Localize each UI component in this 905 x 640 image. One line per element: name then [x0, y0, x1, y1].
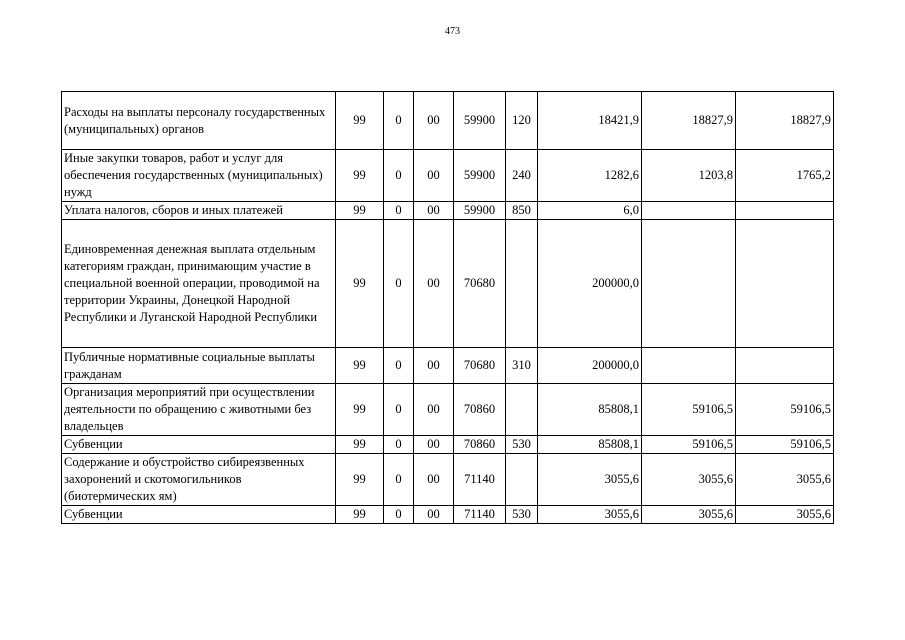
amount-cell: 3055,6 [642, 506, 736, 524]
expense-name-cell: Публичные нормативные социальные выплаты гражданам [62, 348, 336, 384]
code-cell: 99 [336, 220, 384, 348]
code-cell: 99 [336, 202, 384, 220]
expense-type-cell [506, 220, 538, 348]
expense-name-cell: Иные закупки товаров, работ и услуг для обеспечения государственных (муниципальных) нужд [62, 150, 336, 202]
amount-cell [736, 348, 834, 384]
amount-cell: 59106,5 [736, 384, 834, 436]
expense-type-cell: 240 [506, 150, 538, 202]
code-cell: 99 [336, 454, 384, 506]
table-row [62, 150, 834, 202]
code-cell: 99 [336, 384, 384, 436]
code-cell: 0 [384, 436, 414, 454]
code-cell: 00 [414, 384, 454, 436]
code-cell: 70860 [454, 436, 506, 454]
expense-name-cell: Расходы на выплаты персоналу государственных (муниципальных) органов [62, 92, 336, 150]
table-row [62, 92, 834, 150]
amount-cell: 1203,8 [642, 150, 736, 202]
amount-cell [642, 220, 736, 348]
amount-cell: 3055,6 [736, 506, 834, 524]
code-cell: 99 [336, 92, 384, 150]
expense-name-cell: Субвенции [62, 506, 336, 524]
code-cell: 70860 [454, 384, 506, 436]
expense-type-cell: 120 [506, 92, 538, 150]
table-row [62, 506, 834, 524]
amount-cell [736, 220, 834, 348]
code-cell: 0 [384, 384, 414, 436]
amount-cell: 18827,9 [642, 92, 736, 150]
code-cell: 0 [384, 454, 414, 506]
code-cell: 71140 [454, 506, 506, 524]
expense-type-cell: 310 [506, 348, 538, 384]
amount-cell: 3055,6 [538, 454, 642, 506]
amount-cell: 200000,0 [538, 220, 642, 348]
budget-table [61, 91, 834, 524]
code-cell: 70680 [454, 220, 506, 348]
code-cell: 0 [384, 348, 414, 384]
code-cell: 0 [384, 92, 414, 150]
table-row [62, 384, 834, 436]
code-cell: 99 [336, 436, 384, 454]
table-row [62, 202, 834, 220]
code-cell: 99 [336, 506, 384, 524]
amount-cell [642, 202, 736, 220]
code-cell: 00 [414, 202, 454, 220]
code-cell: 00 [414, 436, 454, 454]
code-cell: 00 [414, 220, 454, 348]
amount-cell: 85808,1 [538, 384, 642, 436]
amount-cell [736, 202, 834, 220]
code-cell: 0 [384, 506, 414, 524]
code-cell: 70680 [454, 348, 506, 384]
expense-type-cell: 850 [506, 202, 538, 220]
table-row [62, 436, 834, 454]
code-cell: 71140 [454, 454, 506, 506]
amount-cell: 18827,9 [736, 92, 834, 150]
amount-cell: 85808,1 [538, 436, 642, 454]
code-cell: 00 [414, 506, 454, 524]
expense-type-cell: 530 [506, 506, 538, 524]
amount-cell: 1765,2 [736, 150, 834, 202]
amount-cell: 3055,6 [642, 454, 736, 506]
code-cell: 0 [384, 150, 414, 202]
amount-cell: 3055,6 [538, 506, 642, 524]
expense-name-cell: Содержание и обустройство сибиреязвенных захоронений и скотомогильников (биотермических ям) [62, 454, 336, 506]
code-cell: 00 [414, 92, 454, 150]
amount-cell: 18421,9 [538, 92, 642, 150]
table-row [62, 220, 834, 348]
amount-cell [642, 348, 736, 384]
code-cell: 00 [414, 348, 454, 384]
amount-cell: 59106,5 [642, 436, 736, 454]
code-cell: 99 [336, 150, 384, 202]
code-cell: 59900 [454, 92, 506, 150]
code-cell: 59900 [454, 202, 506, 220]
code-cell: 59900 [454, 150, 506, 202]
code-cell: 00 [414, 150, 454, 202]
expense-type-cell [506, 454, 538, 506]
table-row [62, 348, 834, 384]
table-row [62, 454, 834, 506]
amount-cell: 3055,6 [736, 454, 834, 506]
expense-name-cell: Единовременная денежная выплата отдельным категориям граждан, принимающим участие в специальной военной операции, проводимой на территории Украины, Донецкой Народной Республики и Луганской Народной Республики [62, 220, 336, 348]
expense-type-cell [506, 384, 538, 436]
table-body [62, 92, 834, 524]
code-cell: 00 [414, 454, 454, 506]
code-cell: 99 [336, 348, 384, 384]
expense-type-cell: 530 [506, 436, 538, 454]
page-number: 473 [445, 26, 460, 37]
amount-cell: 59106,5 [642, 384, 736, 436]
amount-cell: 1282,6 [538, 150, 642, 202]
amount-cell: 59106,5 [736, 436, 834, 454]
code-cell: 0 [384, 220, 414, 348]
expense-name-cell: Организация мероприятий при осуществлении деятельности по обращению с животными без владельцев [62, 384, 336, 436]
expense-name-cell: Субвенции [62, 436, 336, 454]
amount-cell: 6,0 [538, 202, 642, 220]
expense-name-cell: Уплата налогов, сборов и иных платежей [62, 202, 336, 220]
amount-cell: 200000,0 [538, 348, 642, 384]
code-cell: 0 [384, 202, 414, 220]
